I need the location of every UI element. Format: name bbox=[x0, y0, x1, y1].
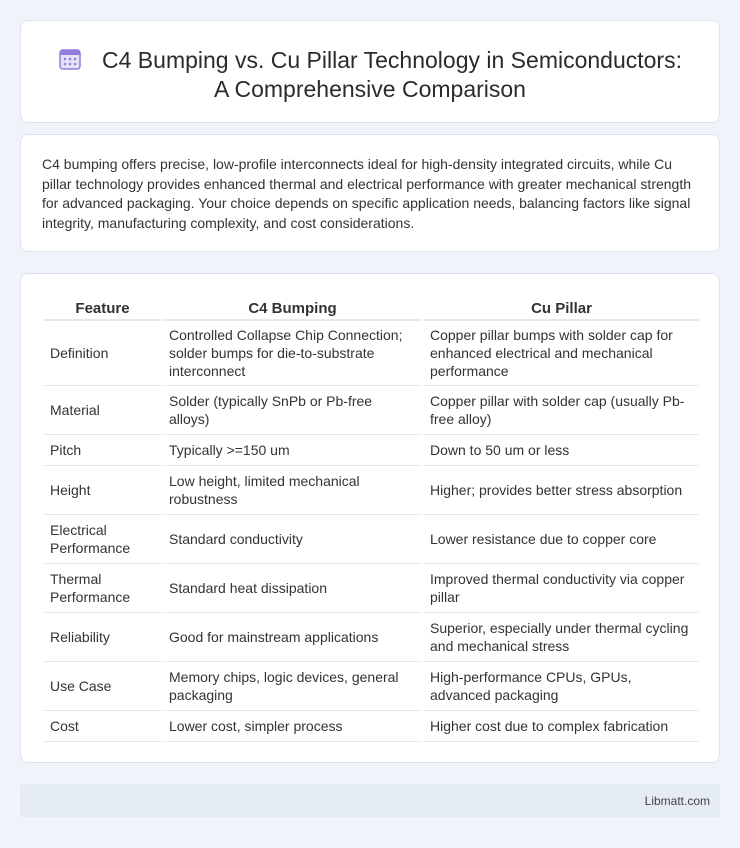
table-row bbox=[44, 435, 699, 466]
comparison-table bbox=[42, 291, 701, 742]
cu-pillar-cell: Higher cost due to complex fabrication bbox=[424, 711, 699, 742]
feature-cell: Material bbox=[44, 386, 161, 435]
cu-pillar-cell: Higher; provides better stress absorption bbox=[424, 466, 699, 515]
page-title bbox=[21, 46, 719, 104]
feature-cell: Use Case bbox=[44, 662, 161, 711]
cu-pillar-cell: Lower resistance due to copper core bbox=[424, 515, 699, 564]
c4-cell: Standard heat dissipation bbox=[163, 564, 422, 613]
feature-cell: Definition bbox=[44, 321, 161, 386]
header-feature: Feature bbox=[44, 291, 161, 321]
feature-cell: Cost bbox=[44, 711, 161, 742]
c4-cell: Typically >=150 um bbox=[163, 435, 422, 466]
table-row bbox=[44, 386, 699, 435]
table-row bbox=[44, 662, 699, 711]
summary-card bbox=[20, 134, 720, 252]
cu-pillar-cell: Copper pillar with solder cap (usually Pb-free alloy) bbox=[424, 386, 699, 435]
c4-cell: Low height, limited mechanical robustness bbox=[163, 466, 422, 515]
c4-cell: Lower cost, simpler process bbox=[163, 711, 422, 742]
title-text-line-1: C4 Bumping vs. Cu Pillar Technology in Semiconductors: bbox=[102, 47, 682, 73]
table-row bbox=[44, 564, 699, 613]
feature-cell: Pitch bbox=[44, 435, 161, 466]
c4-cell: Solder (typically SnPb or Pb-free alloys) bbox=[163, 386, 422, 435]
feature-cell: Height bbox=[44, 466, 161, 515]
table-row bbox=[44, 466, 699, 515]
header-c4-bumping: C4 Bumping bbox=[163, 291, 422, 321]
title-text-line-2: A Comprehensive Comparison bbox=[214, 76, 526, 102]
header-cu-pillar: Cu Pillar bbox=[424, 291, 699, 321]
table-header-row bbox=[44, 291, 699, 321]
title-card bbox=[20, 20, 720, 123]
table-row bbox=[44, 711, 699, 742]
cu-pillar-cell: Superior, especially under thermal cycling and mechanical stress bbox=[424, 613, 699, 662]
footer bbox=[20, 784, 720, 817]
c4-cell: Good for mainstream applications bbox=[163, 613, 422, 662]
comparison-card bbox=[20, 273, 720, 763]
cu-pillar-cell: High-performance CPUs, GPUs, advanced packaging bbox=[424, 662, 699, 711]
c4-cell: Standard conductivity bbox=[163, 515, 422, 564]
table-row bbox=[44, 515, 699, 564]
table-row bbox=[44, 613, 699, 662]
page-title-line-1 bbox=[21, 46, 719, 75]
cu-pillar-cell: Copper pillar bumps with solder cap for enhanced electrical and mechanical performance bbox=[424, 321, 699, 386]
calendar-icon bbox=[58, 47, 82, 71]
feature-cell: Thermal Performance bbox=[44, 564, 161, 613]
cu-pillar-cell: Down to 50 um or less bbox=[424, 435, 699, 466]
footer-brand: Libmatt.com bbox=[644, 794, 710, 808]
cu-pillar-cell: Improved thermal conductivity via copper pillar bbox=[424, 564, 699, 613]
c4-cell: Controlled Collapse Chip Connection; solder bumps for die-to-substrate interconnect bbox=[163, 321, 422, 386]
summary-text: C4 bumping offers precise, low-profile interconnects ideal for high-density integrated circuits, while Cu pillar technology provides enhanced thermal and electrical performance with greater mechanical strength for advanced packaging. Your choice depends on specific application needs, balancing factors like signal integrity, manufacturing complexity, and cost considerations. bbox=[42, 156, 692, 231]
c4-cell: Memory chips, logic devices, general packaging bbox=[163, 662, 422, 711]
feature-cell: Reliability bbox=[44, 613, 161, 662]
feature-cell: Electrical Performance bbox=[44, 515, 161, 564]
table-row bbox=[44, 321, 699, 386]
